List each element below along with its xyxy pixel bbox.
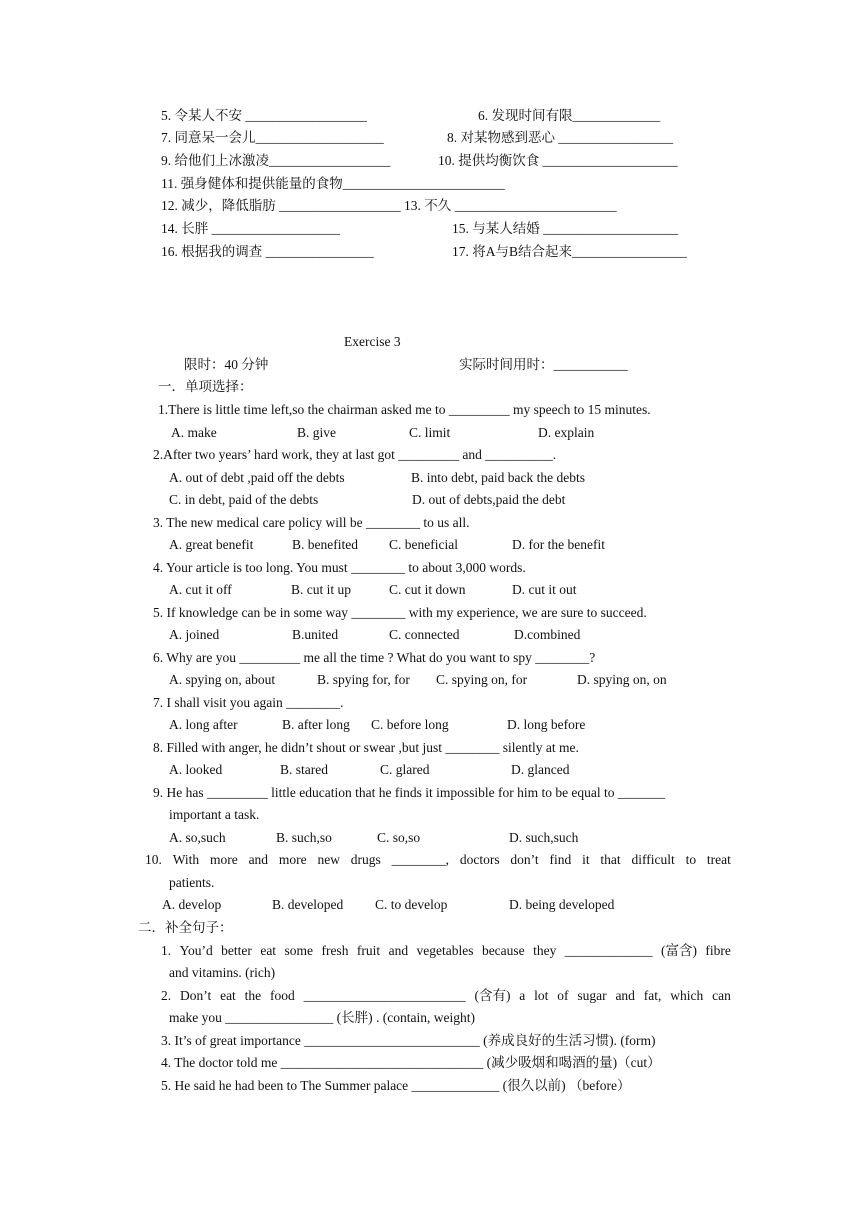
sentence-2-continued: make you ________________ (长胖) . (contain, weight)	[169, 1010, 475, 1025]
q1-option-c: C. limit	[409, 425, 451, 440]
word: difficult	[631, 852, 675, 867]
vocab-item-16: 16. 根据我的调查 ________________	[161, 244, 374, 259]
word: the	[244, 988, 262, 1003]
q10-option-b: B. developed	[272, 897, 344, 912]
time-limit: 限时：40 分钟	[184, 357, 269, 372]
sentence-5: 5. He said he had been to The Summer palace _____________ (很久以前) （before）	[161, 1078, 631, 1093]
vocab-item-7: 7. 同意呆一会儿___________________	[161, 130, 384, 145]
vocab-item-17: 17. 将A与B结合起来_________________	[452, 244, 687, 259]
word: ________,	[391, 852, 449, 867]
q6-option-c: C. spying on, for	[436, 672, 528, 687]
q3-option-d: D. for the benefit	[512, 537, 605, 552]
vocab-item-6: 6. 发现时间有限_____________	[478, 108, 661, 123]
word: (含有)	[474, 988, 511, 1003]
word: ________________________	[303, 988, 466, 1003]
word: fibre	[705, 943, 731, 958]
word: _____________	[564, 943, 653, 958]
q5-option-c: C. connected	[389, 627, 460, 642]
word: can	[712, 988, 731, 1003]
q6-option-a: A. spying on, about	[169, 672, 276, 687]
question-3: 3. The new medical care policy will be ________ to us all.	[153, 515, 470, 530]
q4-option-d: D. cut it out	[512, 582, 577, 597]
word: treat	[706, 852, 731, 867]
question-10	[145, 851, 731, 869]
q2-option-b: B. into debt, paid back the debts	[411, 470, 585, 485]
q7-option-d: D. long before	[507, 717, 586, 732]
word: vegetables	[416, 943, 474, 958]
sentence-4: 4. The doctor told me ______________________________ (减少吸烟和喝酒的量)（cut）	[161, 1055, 661, 1070]
word: new	[317, 852, 340, 867]
q10-option-c: C. to develop	[375, 897, 448, 912]
q5-option-a: A. joined	[169, 627, 220, 642]
q4-option-c: C. cut it down	[389, 582, 466, 597]
word: fruit	[356, 943, 381, 958]
word: 10.	[145, 852, 162, 867]
q6-option-d: D. spying on, on	[577, 672, 667, 687]
q2-option-c: C. in debt, paid of the debts	[169, 492, 319, 507]
q5-option-d: D.combined	[514, 627, 581, 642]
word: don’t	[510, 852, 539, 867]
sentence-1-continued: and vitamins. (rich)	[169, 965, 276, 980]
word: a	[519, 988, 526, 1003]
vocab-item-14: 14. 长胖 ___________________	[161, 221, 340, 236]
q1-option-d: D. explain	[538, 425, 595, 440]
q3-option-b: B. benefited	[292, 537, 358, 552]
word: to	[685, 852, 697, 867]
question-6: 6. Why are you _________ me all the time ? What do you want to spy ________?	[153, 650, 596, 665]
word: they	[533, 943, 557, 958]
word: 2.	[161, 988, 172, 1003]
section-heading-multiple-choice: 一．单项选择：	[158, 379, 253, 394]
sentence-3: 3. It’s of great importance __________________________ (养成良好的生活习惯). (form)	[161, 1033, 656, 1048]
vocab-item-9: 9. 给他们上冰激凌__________________	[161, 153, 391, 168]
word: eat	[220, 988, 236, 1003]
q9-option-b: B. such,so	[276, 830, 332, 845]
word: fresh	[321, 943, 349, 958]
q10-option-a: A. develop	[162, 897, 222, 912]
question-10-continued: patients.	[169, 875, 215, 890]
word: doctors	[459, 852, 500, 867]
question-8: 8. Filled with anger, he didn’t shout or swear ,but just ________ silently at me.	[153, 740, 579, 755]
word: more	[278, 852, 307, 867]
q7-option-b: B. after long	[282, 717, 350, 732]
q3-option-c: C. beneficial	[389, 537, 458, 552]
section-heading-complete-sentences: 二．补全句子：	[138, 920, 233, 935]
word: and	[615, 988, 635, 1003]
q1-option-b: B. give	[297, 425, 336, 440]
word: because	[481, 943, 525, 958]
word: (富含)	[660, 943, 697, 958]
sentence-1	[161, 942, 731, 960]
q9-option-d: D. such,such	[509, 830, 579, 845]
exercise-title: Exercise 3	[344, 334, 401, 349]
word: sugar	[577, 988, 607, 1003]
q6-option-b: B. spying for, for	[317, 672, 410, 687]
question-5: 5. If knowledge can be in some way ________ with my experience, we are sure to succeed.	[153, 605, 647, 620]
word: lot	[534, 988, 549, 1003]
word: of	[557, 988, 569, 1003]
word: eat	[260, 943, 277, 958]
word: 1.	[161, 943, 172, 958]
q4-option-b: B. cut it up	[291, 582, 351, 597]
q3-option-a: A. great benefit	[169, 537, 254, 552]
question-1: 1.There is little time left,so the chairman asked me to _________ my speech to 15 minutes.	[158, 402, 651, 417]
word: and	[248, 852, 269, 867]
word: fat,	[643, 988, 662, 1003]
question-9: 9. He has _________ little education that he finds it impossible for him to be equal to _______	[153, 785, 666, 800]
q8-option-a: A. looked	[169, 762, 223, 777]
question-9-continued: important a task.	[169, 807, 260, 822]
vocab-item-11: 11. 强身健体和提供能量的食物________________________	[161, 176, 505, 191]
q9-option-c: C. so,so	[377, 830, 421, 845]
q7-option-a: A. long after	[169, 717, 238, 732]
vocab-item-8: 8. 对某物感到恶心 _________________	[447, 130, 674, 145]
actual-time: 实际时间用时：___________	[459, 357, 628, 372]
q9-option-a: A. so,such	[169, 830, 226, 845]
word: that	[600, 852, 621, 867]
q2-option-a: A. out of debt ,paid off the debts	[169, 470, 345, 485]
q8-option-c: C. glared	[380, 762, 430, 777]
word: food	[270, 988, 295, 1003]
word: it	[582, 852, 590, 867]
q10-option-d: D. being developed	[509, 897, 615, 912]
word: Don’t	[179, 988, 212, 1003]
word: You’d	[179, 943, 213, 958]
q1-option-a: A. make	[171, 425, 217, 440]
vocab-item-5: 5. 令某人不安 __________________	[161, 108, 367, 123]
q5-option-b: B.united	[292, 627, 339, 642]
word: more	[209, 852, 238, 867]
vocab-item-12-13: 12. 减少，降低脂肪 __________________ 13. 不久 ________________________	[161, 198, 617, 213]
word: find	[549, 852, 572, 867]
word: which	[670, 988, 704, 1003]
word: drugs	[350, 852, 381, 867]
question-7: 7. I shall visit you again ________.	[153, 695, 344, 710]
q7-option-c: C. before long	[371, 717, 449, 732]
q8-option-b: B. stared	[280, 762, 328, 777]
vocab-item-15: 15. 与某人结婚 ____________________	[452, 221, 679, 236]
q8-option-d: D. glanced	[511, 762, 570, 777]
q4-option-a: A. cut it off	[169, 582, 232, 597]
word: With	[172, 852, 200, 867]
word: and	[388, 943, 409, 958]
word: some	[284, 943, 314, 958]
q2-option-d: D. out of debts,paid the debt	[412, 492, 566, 507]
question-2: 2.After two years’ hard work, they at last got _________ and __________.	[153, 447, 557, 462]
word: better	[221, 943, 252, 958]
vocab-item-10: 10. 提供均衡饮食 ____________________	[438, 153, 678, 168]
question-4: 4. Your article is too long. You must ________ to about 3,000 words.	[153, 560, 526, 575]
sentence-2	[161, 987, 731, 1005]
